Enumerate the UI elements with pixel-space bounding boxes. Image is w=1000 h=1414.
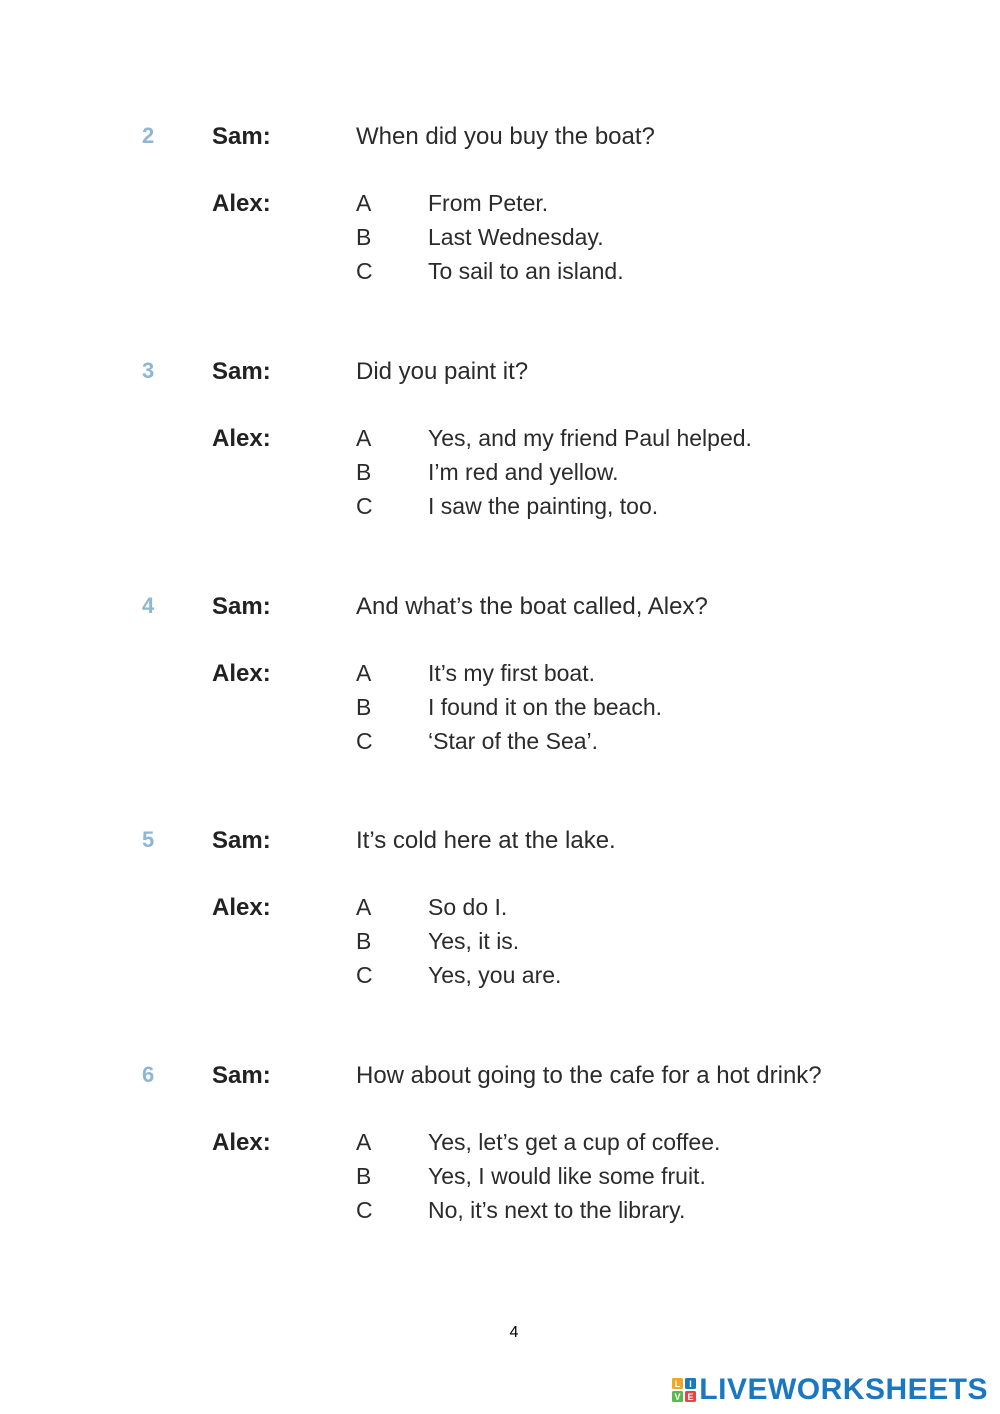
speaker-alex: Alex: <box>212 1129 271 1156</box>
speaker-sam: Sam: <box>212 358 271 385</box>
option-text: From Peter. <box>428 190 549 216</box>
option-text: Yes, I would like some fruit. <box>428 1163 706 1189</box>
option-text: So do I. <box>428 894 508 920</box>
option-letter: B <box>356 459 372 485</box>
svg-text:L: L <box>675 1379 681 1389</box>
speaker-alex: Alex: <box>212 894 271 921</box>
svg-text:E: E <box>687 1392 694 1402</box>
question-prompt: And what’s the boat called, Alex? <box>356 593 708 620</box>
speaker-alex: Alex: <box>212 425 271 452</box>
speaker-sam: Sam: <box>212 1062 271 1089</box>
option-letter: A <box>356 1129 372 1155</box>
option-text: No, it’s next to the library. <box>428 1197 686 1223</box>
question-6 <box>0 1062 1000 1262</box>
option-letter: C <box>356 258 373 284</box>
option-letter: B <box>356 694 372 720</box>
option-letter: A <box>356 190 372 216</box>
speaker-sam: Sam: <box>212 123 271 150</box>
page-number: 4 <box>509 1324 519 1341</box>
speaker-sam: Sam: <box>212 593 271 620</box>
question-prompt: How about going to the cafe for a hot drink? <box>356 1062 822 1089</box>
option-letter: A <box>356 425 372 451</box>
option-text: Last Wednesday. <box>428 224 604 250</box>
brand-name: LIVEWORKSHEETS <box>699 1373 988 1406</box>
svg-text:I: I <box>689 1379 693 1389</box>
question-number: 2 <box>142 123 155 148</box>
option-text: ‘Star of the Sea’. <box>428 728 599 754</box>
question-number: 4 <box>142 593 155 618</box>
option-letter: B <box>356 224 372 250</box>
option-text: Yes, and my friend Paul helped. <box>428 425 752 451</box>
question-number: 3 <box>142 358 155 383</box>
option-text: To sail to an island. <box>428 258 624 284</box>
option-text: I found it on the beach. <box>428 694 663 720</box>
option-letter: C <box>356 493 373 519</box>
liveworksheets-logo-icon <box>671 1377 697 1403</box>
question-number: 6 <box>142 1062 155 1087</box>
option-letter: A <box>356 660 372 686</box>
speaker-alex: Alex: <box>212 660 271 687</box>
option-text: I saw the painting, too. <box>428 493 659 519</box>
option-letter: C <box>356 1197 373 1223</box>
option-letter: B <box>356 1163 372 1189</box>
option-text: Yes, it is. <box>428 928 520 954</box>
option-letter: C <box>356 728 373 754</box>
option-text: I’m red and yellow. <box>428 459 619 485</box>
svg-text:V: V <box>674 1392 681 1402</box>
question-5 <box>0 827 1000 1027</box>
question-prompt: Did you paint it? <box>356 358 529 385</box>
option-letter: C <box>356 962 373 988</box>
question-3 <box>0 358 1000 558</box>
question-4 <box>0 593 1000 793</box>
question-prompt: It’s cold here at the lake. <box>356 827 616 854</box>
brand-footer[interactable] <box>671 1373 988 1407</box>
question-number: 5 <box>142 827 155 852</box>
speaker-alex: Alex: <box>212 190 271 217</box>
question-prompt: When did you buy the boat? <box>356 123 655 150</box>
option-text: Yes, you are. <box>428 962 562 988</box>
question-2 <box>0 123 1000 323</box>
option-letter: B <box>356 928 372 954</box>
option-text: Yes, let’s get a cup of coffee. <box>428 1129 721 1155</box>
speaker-sam: Sam: <box>212 827 271 854</box>
option-text: It’s my first boat. <box>428 660 596 686</box>
option-letter: A <box>356 894 372 920</box>
